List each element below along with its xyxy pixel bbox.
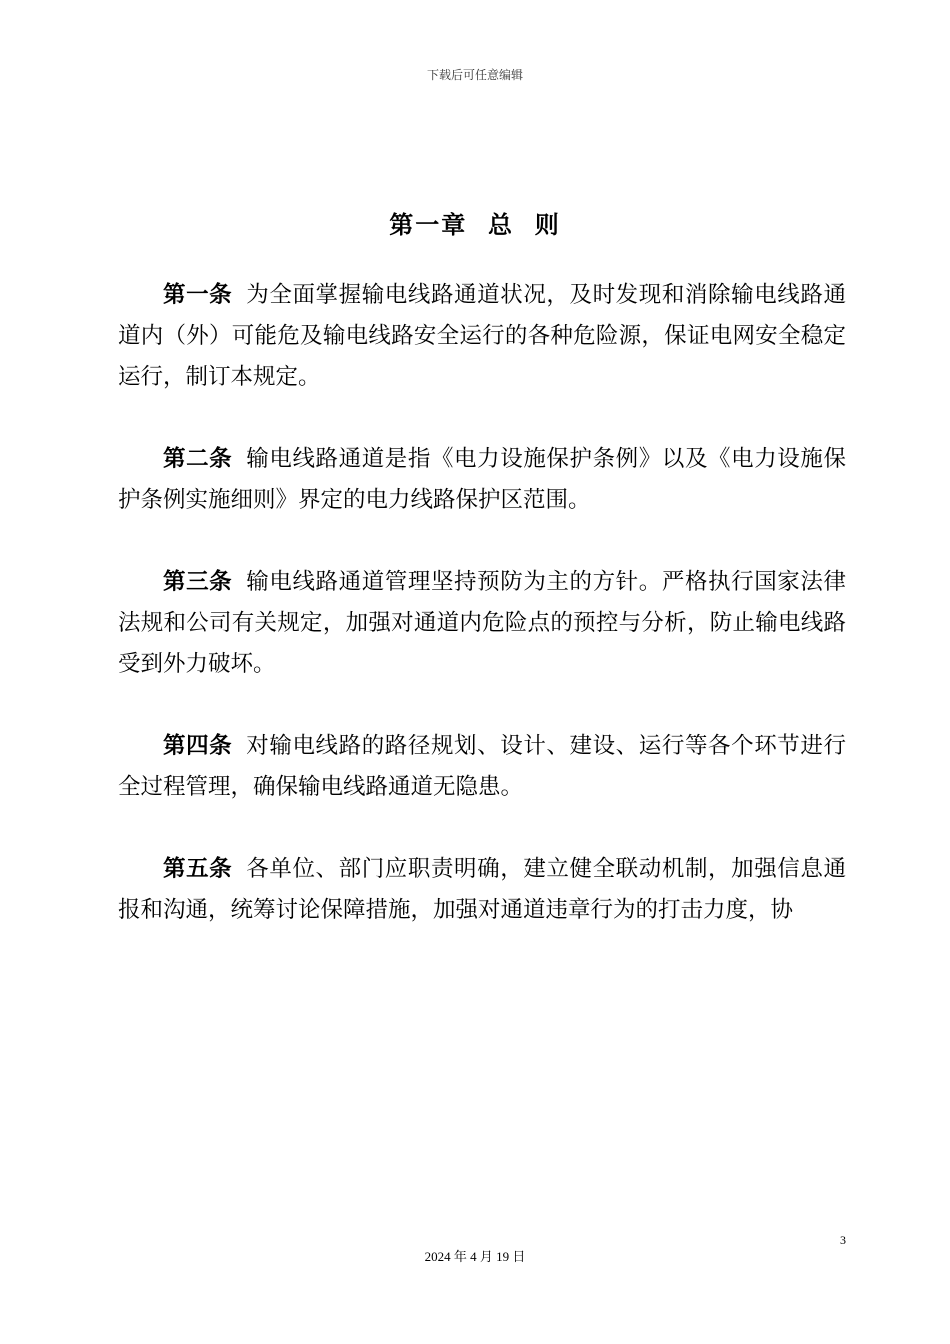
article-1	[118, 275, 846, 398]
article-text: 输电线路通道管理坚持预防为主的方针。严格执行国家法律法规和公司有关规定，加强对通道内危险点的预控与分析，防止输电线路受到外力破坏。	[118, 569, 846, 677]
page-number: 3	[840, 1233, 846, 1247]
article-text: 对输电线路的路径规划、设计、建设、运行等各个环节进行全过程管理，确保输电线路通道无隐患。	[118, 733, 846, 800]
article-number: 第四条	[163, 733, 233, 759]
chapter-title: 第一章 总 则	[389, 211, 561, 239]
document-body	[118, 275, 846, 972]
article-text: 各单位、部门应职责明确，建立健全联动机制，加强信息通报和沟通，统筹讨论保障措施，加强对通道违章行为的打击力度，协	[118, 856, 846, 923]
page-header-note: 下载后可任意编辑	[426, 68, 523, 82]
article-number: 第三条	[163, 569, 233, 595]
article-2	[118, 439, 846, 521]
article-3	[118, 562, 846, 685]
article-5	[118, 849, 846, 931]
article-text: 为全面掌握输电线路通道状况，及时发现和消除输电线路通道内（外）可能危及输电线路安全运行的各种危险源，保证电网安全稳定运行，制订本规定。	[118, 282, 846, 390]
footer-date: 2024 年 4 月 19 日	[424, 1249, 526, 1264]
article-text: 输电线路通道是指《电力设施保护条例》以及《电力设施保护条例实施细则》界定的电力线路保护区范围。	[118, 446, 846, 513]
article-number: 第五条	[163, 856, 233, 882]
article-number: 第一条	[163, 282, 233, 308]
article-4	[118, 726, 846, 808]
article-number: 第二条	[163, 446, 233, 472]
